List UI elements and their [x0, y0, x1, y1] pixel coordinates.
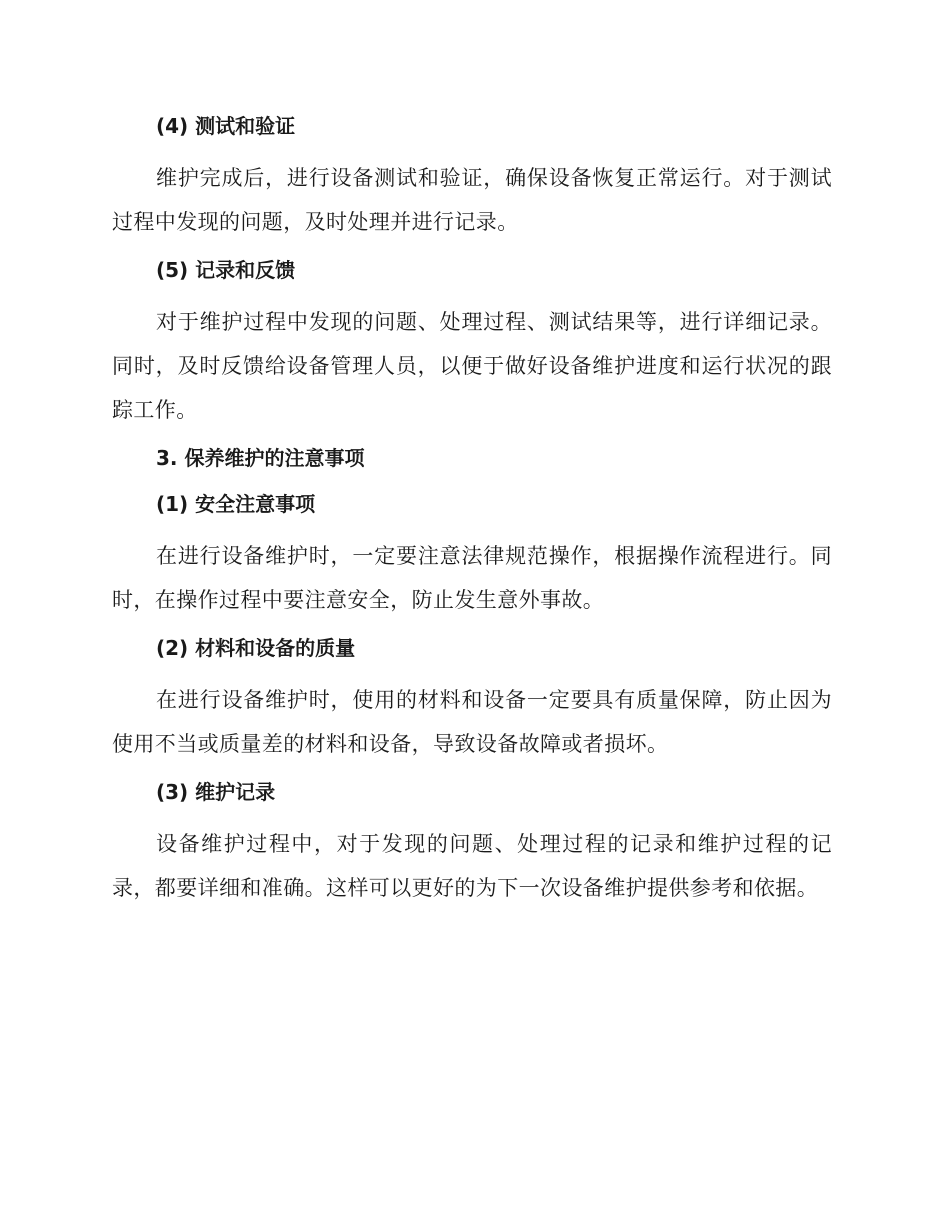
paragraph-safety: 在进行设备维护时，一定要注意法律规范操作，根据操作流程进行。同时，在操作过程中要注意安全，防止发生意外事故。 [112, 544, 832, 612]
paragraph-quality: 在进行设备维护时，使用的材料和设备一定要具有质量保障，防止因为使用不当或质量差的材料和设备，导致设备故障或者损坏。 [112, 688, 832, 756]
section-heading-testing: (4) 测试和验证 [156, 114, 296, 138]
section-heading-safety: (1) 安全注意事项 [156, 492, 316, 516]
paragraph-record-feedback: 对于维护过程中发现的问题、处理过程、测试结果等，进行详细记录。同时，及时反馈给设备管理人员，以便于做好设备维护进度和运行状况的跟踪工作。 [112, 310, 832, 422]
paragraph-maintenance-record: 设备维护过程中，对于发现的问题、处理过程的记录和维护过程的记录，都要详细和准确。这样可以更好的为下一次设备维护提供参考和依据。 [112, 832, 832, 900]
paragraph-testing: 维护完成后，进行设备测试和验证，确保设备恢复正常运行。对于测试过程中发现的问题，及时处理并进行记录。 [112, 166, 832, 234]
section-heading-precautions: 3. 保养维护的注意事项 [156, 446, 365, 470]
section-heading-quality: (2) 材料和设备的质量 [156, 636, 356, 660]
section-heading-record-feedback: (5) 记录和反馈 [156, 258, 296, 282]
document-page [112, 100, 832, 916]
section-heading-maintenance-record: (3) 维护记录 [156, 780, 276, 804]
